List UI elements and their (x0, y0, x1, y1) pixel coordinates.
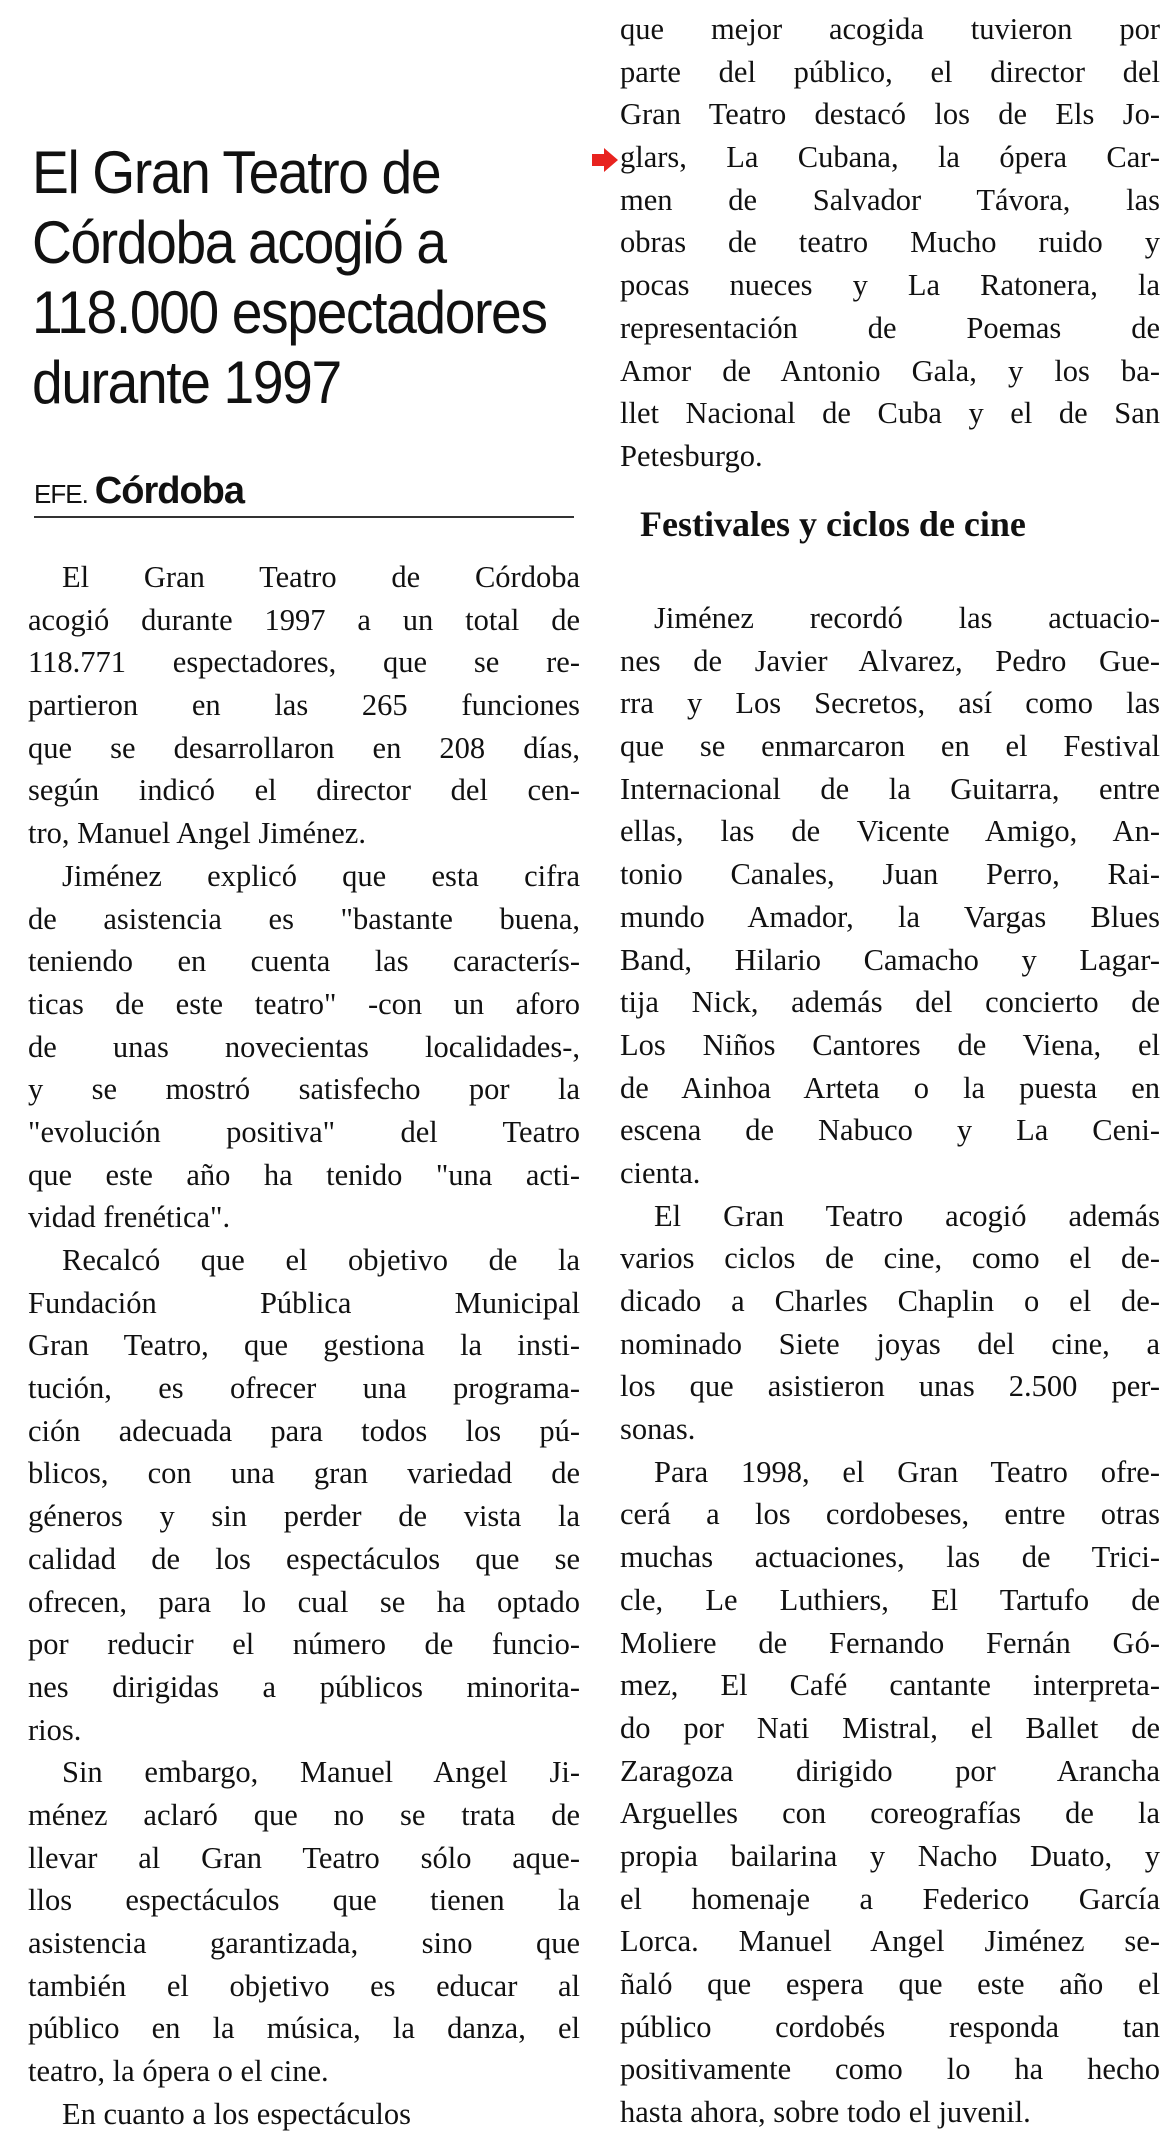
text-line: escena de Nabuco y La Ceni- (620, 1113, 1160, 1148)
text-line: Zaragoza dirigido por Arancha (620, 1753, 1160, 1788)
text-line: El Gran Teatro acogió además (654, 1198, 1160, 1233)
text-line: calidad de los espectáculos que se (28, 1541, 580, 1576)
text-line: obras de teatro Mucho ruido y (620, 225, 1160, 260)
text-line: mundo Amador, la Vargas Blues (620, 899, 1160, 934)
text-line: Internacional de la Guitarra, entre (620, 771, 1160, 806)
text-line: En cuanto a los espectáculos (62, 2096, 411, 2131)
text-line: llevar al Gran Teatro sólo aque- (28, 1840, 580, 1875)
text-line: tonio Canales, Juan Perro, Rai- (620, 857, 1160, 892)
text-line: de asistencia es "bastante buena, (28, 901, 580, 936)
byline-city: Córdoba (94, 470, 245, 512)
paragraph (28, 855, 580, 1239)
text-line: rios. (28, 1712, 82, 1747)
text-line: llet Nacional de Cuba y el de San (620, 396, 1160, 431)
text-line: de unas novecientas localidades-, (28, 1029, 580, 1064)
text-line: teatro, la ópera o el cine. (28, 2054, 329, 2089)
text-line: ticas de este teatro" -con un aforo (28, 986, 580, 1021)
text-line: cle, Le Luthiers, El Tartufo de (620, 1582, 1160, 1617)
text-line: cienta. (620, 1155, 701, 1190)
text-line: también el objetivo es educar al (28, 1968, 580, 2003)
text-line: ellas, las de Vicente Amigo, An- (620, 814, 1160, 849)
headline-line: Córdoba acogió a (32, 209, 446, 276)
text-line: Fundación Pública Municipal (28, 1285, 580, 1320)
text-line: Jiménez recordó las actuacio- (654, 601, 1160, 635)
text-line: y se mostró satisfecho por la (28, 1072, 580, 1107)
text-line: Moliere de Fernando Fernán Gó- (620, 1625, 1160, 1660)
paragraph (28, 1239, 580, 1751)
text-line: sonas. (620, 1412, 696, 1447)
text-line: por reducir el número de funcio- (28, 1627, 580, 1662)
headline-line: 118.000 espectadores (32, 279, 547, 346)
byline (34, 470, 574, 518)
text-line: según indicó el director del cen- (28, 773, 580, 808)
text-line: Band, Hilario Camacho y Lagar- (620, 942, 1160, 977)
text-line: parte del público, el director del (620, 54, 1160, 89)
text-line: men de Salvador Távora, las (620, 182, 1160, 217)
text-line: 118.771 espectadores, que se re- (28, 645, 580, 680)
text-line: el homenaje a Federico García (620, 1881, 1160, 1916)
text-line: los que asistieron unas 2.500 per- (620, 1369, 1160, 1404)
text-line: géneros y sin perder de vista la (28, 1499, 580, 1534)
left-column-text (28, 556, 580, 2135)
text-line: Arguelles con coreografías de la (620, 1796, 1160, 1831)
text-line: glars, La Cubana, la ópera Car- (620, 140, 1160, 175)
paragraph (620, 1195, 1160, 1451)
text-line: llos espectáculos que tienen la (28, 1883, 580, 1918)
text-line: asistencia garantizada, sino que (28, 1926, 580, 1960)
text-line: muchas actuaciones, las de Trici- (620, 1540, 1160, 1575)
text-line: público en la música, la danza, el (28, 2011, 580, 2046)
text-line: ofrecen, para lo cual se ha optado (28, 1584, 580, 1619)
text-line: de Ainhoa Arteta o la puesta en (620, 1070, 1160, 1105)
text-line: que este año ha tenido "una acti- (28, 1157, 580, 1192)
right-column-bottom-text (620, 597, 1160, 2134)
text-line: que se enmarcaron en el Festival (620, 729, 1160, 764)
text-line: nominado Siete joyas del cine, a (620, 1326, 1160, 1361)
text-line: ñaló que espera que este año el (620, 1967, 1160, 2001)
paragraph (620, 597, 1160, 1195)
text-line: teniendo en cuenta las caracterís- (28, 944, 580, 979)
text-line: vidad frenética". (28, 1200, 231, 1235)
text-line: representación de Poemas de (620, 310, 1160, 345)
text-line: ción adecuada para todos los pú- (28, 1413, 580, 1448)
text-line: dicado a Charles Chaplin o el de- (620, 1284, 1160, 1318)
text-line: cerá a los cordobeses, entre otras (620, 1497, 1160, 1532)
text-line: Petesburgo. (620, 438, 763, 473)
text-line: blicos, con una gran variedad de (28, 1456, 580, 1491)
byline-agency: EFE. (34, 479, 88, 509)
text-line: tución, es ofrecer una programa- (28, 1371, 580, 1406)
text-line: partieron en las 265 funciones (28, 688, 580, 723)
text-line: público cordobés responda tan (620, 2009, 1160, 2044)
text-line: hasta ahora, sobre todo el juvenil. (620, 2095, 1031, 2130)
text-line: rra y Los Secretos, así como las (620, 686, 1160, 721)
text-line: varios ciclos de cine, como el de- (620, 1241, 1160, 1276)
text-line: Amor de Antonio Gala, y los ba- (620, 353, 1160, 388)
section-subhead: Festivales y ciclos de cine (640, 504, 1026, 544)
text-line: que se desarrollaron en 208 días, (28, 730, 580, 765)
text-line: Gran Teatro destacó los de Els Jo- (620, 97, 1160, 132)
text-line: Sin embargo, Manuel Angel Ji- (62, 1755, 580, 1790)
text-line: El Gran Teatro de Córdoba (62, 560, 580, 594)
text-line: Gran Teatro, que gestiona la insti- (28, 1328, 580, 1363)
text-line: ménez aclaró que no se trata de (28, 1797, 580, 1832)
text-line: Recalcó que el objetivo de la (62, 1243, 580, 1277)
paragraph (28, 1751, 580, 2093)
article-headline (32, 138, 547, 418)
text-line: "evolución positiva" del Teatro (28, 1114, 580, 1149)
paragraph (28, 556, 580, 855)
text-line: Lorca. Manuel Angel Jiménez se- (620, 1924, 1160, 1959)
text-line: Para 1998, el Gran Teatro ofre- (654, 1454, 1160, 1489)
text-line: pocas nueces y La Ratonera, la (620, 268, 1160, 303)
text-line: tija Nick, además del concierto de (620, 985, 1160, 1020)
text-line: propia bailarina y Nacho Duato, y (620, 1838, 1160, 1873)
headline-line: El Gran Teatro de (32, 139, 441, 206)
right-column-top-text (620, 8, 1160, 478)
text-line: Jiménez explicó que esta cifra (62, 858, 580, 893)
text-line: mez, El Café cantante interpreta- (620, 1668, 1160, 1703)
text-line: Los Niños Cantores de Viena, el (620, 1027, 1160, 1062)
red-arrow-icon (592, 148, 618, 172)
paragraph (620, 1451, 1160, 2134)
text-line: acogió durante 1997 a un total de (28, 602, 580, 637)
text-line: que mejor acogida tuvieron por (620, 12, 1160, 46)
text-line: do por Nati Mistral, el Ballet de (620, 1710, 1160, 1745)
headline-line: durante 1997 (32, 349, 341, 416)
text-line: tro, Manuel Angel Jiménez. (28, 816, 366, 851)
paragraph (620, 8, 1160, 478)
text-line: nes dirigidas a públicos minorita- (28, 1669, 580, 1704)
text-line: nes de Javier Alvarez, Pedro Gue- (620, 643, 1160, 678)
text-line: positivamente como lo ha hecho (620, 2052, 1160, 2087)
